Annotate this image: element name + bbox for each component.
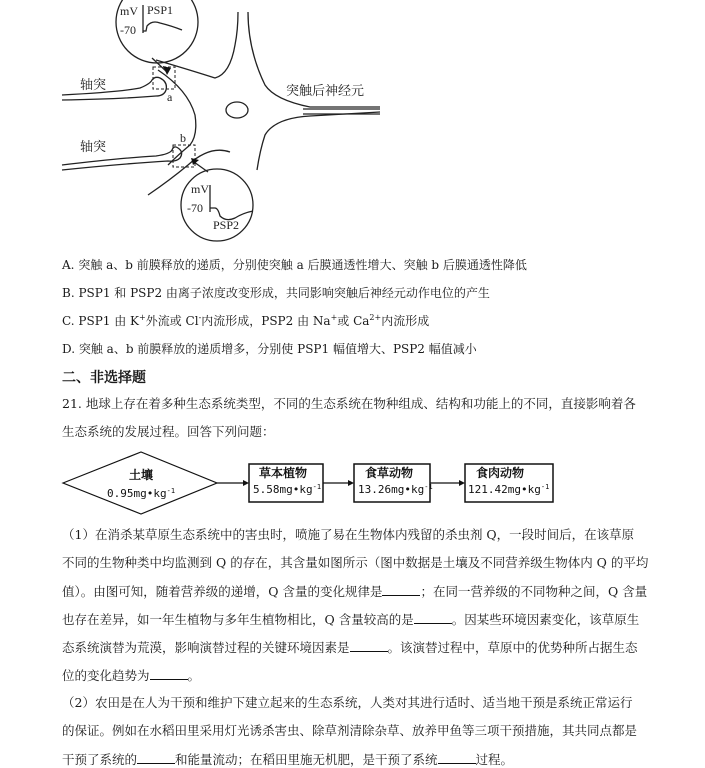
text-segment: 过程。 [475,752,514,767]
arrow-2-head [348,480,354,486]
food-chain-diagram [55,450,565,525]
node-soil-name: 土壤 [129,468,154,482]
question-intro-line-1 [62,396,636,412]
node-soil-value: $0.95mg•kg^{-1}$ [107,487,176,500]
part1-line-1: （1）在消杀某草原生态系统中的害虫时，喷施了易在生物体内残留的杀虫剂 Q，一段时间后，在该草原 [62,527,635,542]
q-content-flow-diagram [55,450,565,525]
part1-line-4 [62,611,639,628]
answer-blank-4[interactable] [150,667,188,680]
axon-label-1: 轴突 [80,78,107,93]
part2-line-1: （2）农田是在人为干预和维护下建立起来的生态系统，人类对其进行适时、适当地干预是系统正常运行 [62,695,633,710]
synapse-b-label: b [180,131,186,145]
option-b [62,285,490,301]
part2-line-3 [62,751,513,768]
part1-line-6 [62,667,200,684]
answer-blank-3[interactable] [350,639,388,652]
option-text-part: 外流或 Cl [145,314,199,328]
psp1-unit: mV [120,4,138,18]
superscript: 2+ [369,313,382,322]
soil-diamond [63,452,217,514]
node-carnivore-name: 食肉动物 [476,466,525,480]
node-herb-name: 草本植物 [259,466,308,480]
question-intro-line-2: 生态系统的发展过程。回答下列问题： [62,424,275,439]
option-text-part: 内流形成，PSP2 由 Na [201,314,331,328]
text-segment: 位的变化趋势为 [62,668,150,683]
question-intro-text: 地球上存在着多种生态系统类型，不同的生态系统在物种组成、结构和功能上的不同，直接影响着各 [85,396,636,411]
option-letter: C. [62,314,75,328]
superscript: - [198,313,202,322]
arrow-1-head [243,480,249,486]
option-letter: A. [62,258,75,272]
neuron-synapse-figure [60,0,390,245]
part1-line-5 [62,639,638,656]
option-a [62,257,527,273]
text-segment: ；在同一营养级的不同物种之间，Q 含量 [420,584,648,599]
postsynaptic-neuron-label: 突触后神经元 [286,84,365,99]
axon-label-2: 轴突 [80,140,107,155]
text-segment: 值）。由图可知，随着营养级的递增，Q 含量的变化规律是 [62,584,383,599]
text-segment: 态系统演替为荒漠，影响演替过程的关键环境因素是 [62,640,350,655]
option-c [62,313,429,329]
part2-line-2: 的保证。例如在水稻田里采用灯光诱杀害虫、除草剂清除杂草、放养甲鱼等三项干预措施，其共同点都是 [62,723,638,738]
option-text: PSP1 和 PSP2 由离子浓度改变形成，共同影响突触后神经元动作电位的产生 [78,286,490,300]
superscript: + [330,313,338,322]
option-letter: B. [62,286,75,300]
psp2-label: PSP2 [213,218,240,232]
text-segment: 和能量流动；在稻田里施无机肥，是干预了系统 [175,752,438,767]
psp2-value: -70 [187,201,203,215]
answer-blank-6[interactable] [438,751,476,764]
node-herbivore-value: $13.26mg•kg^{-1}$ [358,483,433,496]
option-text-part: 内流形成 [381,314,430,328]
psp1-label: PSP1 [147,3,174,17]
option-d [62,341,477,357]
option-text-part: 或 Ca [337,314,370,328]
synapse-b-box [173,145,195,167]
psp2-unit: mV [191,182,209,196]
text-segment: 。因某些环境因素变化，该草原生 [451,612,640,627]
psp1-value: -70 [120,23,136,37]
option-text-part: PSP1 由 K [78,314,140,328]
node-herbivore-name: 食草动物 [365,466,414,480]
neuron-diagram [60,0,390,245]
node-carnivore-value: $121.42mg•kg^{-1}$ [468,483,550,496]
part1-line-3 [62,583,647,600]
text-segment: 也存在差异，如一年生植物与多年生植物相比，Q 含量较高的是 [62,612,414,627]
answer-blank-5[interactable] [137,751,175,764]
section-title: 二、非选择题 [62,370,146,386]
psp1-trace [143,22,182,31]
text-segment: 。该演替过程中，草原中的优势种所占据生态 [387,640,638,655]
text-segment: 。 [187,668,201,683]
option-letter: D. [62,342,76,356]
answer-blank-2[interactable] [414,611,452,624]
superscript: + [139,313,146,322]
part1-line-2: 不同的生物种类中均监测到 Q 的存在，其含量如图所示（图中数据是土壤及不同营养级生物体内 Q 的平均 [62,555,649,570]
option-text: 突触 a、b 前膜释放的递质，分别使突触 a 后膜通透性增大、突触 b 后膜通透性降低 [78,258,527,272]
synapse-a-label: a [167,90,173,104]
question-number: 21. [62,396,82,411]
answer-blank-1[interactable] [382,583,420,596]
node-herb-value: $5.58mg•kg^{-1}$ [253,483,322,496]
arrow-3-head [459,480,465,486]
text-segment: 干预了系统的 [62,752,138,767]
option-text: 突触 a、b 前膜释放的递质增多，分别使 PSP1 幅值增大、PSP2 幅值减小 [78,342,477,356]
